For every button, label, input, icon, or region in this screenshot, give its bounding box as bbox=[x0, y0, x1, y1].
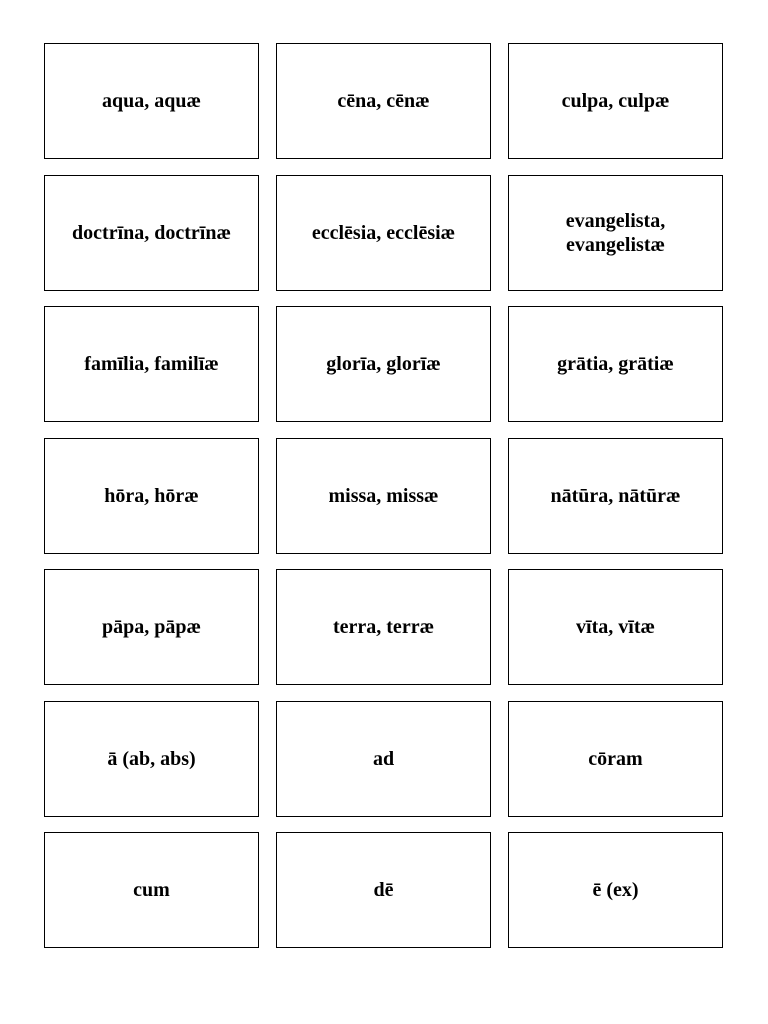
flashcard-text: terra, terræ bbox=[332, 616, 435, 638]
flashcard-text: cum bbox=[133, 879, 170, 901]
flashcard bbox=[44, 306, 259, 422]
flashcard bbox=[276, 43, 491, 159]
flashcard bbox=[44, 569, 259, 685]
flashcard bbox=[276, 438, 491, 554]
flashcard-text: ē (ex) bbox=[592, 879, 639, 901]
flashcard bbox=[44, 43, 259, 159]
flashcard-text: famīlia, familīæ bbox=[84, 353, 219, 375]
flashcard bbox=[508, 701, 723, 817]
flashcard-text: ad bbox=[372, 747, 395, 770]
flashcard-text: glorīa, glorīæ bbox=[326, 353, 441, 375]
flashcard-text: culpa, culpæ bbox=[561, 90, 670, 112]
flashcard bbox=[508, 569, 723, 685]
flashcard bbox=[276, 701, 491, 817]
flashcard-text: dē bbox=[373, 879, 394, 901]
flashcard bbox=[508, 175, 723, 291]
flashcard-text: ecclēsia, ecclēsiæ bbox=[311, 221, 456, 244]
flashcard bbox=[508, 832, 723, 948]
flashcard-text: hōra, hōræ bbox=[104, 484, 199, 507]
flashcard bbox=[276, 832, 491, 948]
flashcard bbox=[508, 306, 723, 422]
flashcard-text: cēna, cēnæ bbox=[337, 90, 430, 112]
flashcard-text: ā (ab, abs) bbox=[107, 747, 196, 770]
flashcard-text: pāpa, pāpæ bbox=[102, 616, 201, 638]
flashcard-text: missa, missæ bbox=[328, 484, 439, 507]
flashcard bbox=[508, 438, 723, 554]
flashcard bbox=[44, 438, 259, 554]
flashcard-text: evangelista, evangelistæ bbox=[565, 209, 666, 256]
flashcard-text: cōram bbox=[588, 747, 643, 770]
flashcard bbox=[276, 569, 491, 685]
flashcard bbox=[276, 175, 491, 291]
flashcard-text: grātia, grātiæ bbox=[557, 353, 674, 375]
flashcard-grid bbox=[44, 43, 723, 948]
flashcard bbox=[508, 43, 723, 159]
flashcard-text: vīta, vītæ bbox=[576, 616, 655, 638]
flashcard-text: aqua, aquæ bbox=[102, 90, 201, 112]
flashcard bbox=[44, 175, 259, 291]
flashcard-text: doctrīna, doctrīnæ bbox=[72, 221, 231, 244]
flashcard bbox=[276, 306, 491, 422]
flashcard-text: nātūra, nātūræ bbox=[550, 484, 681, 507]
flashcard bbox=[44, 701, 259, 817]
flashcard bbox=[44, 832, 259, 948]
